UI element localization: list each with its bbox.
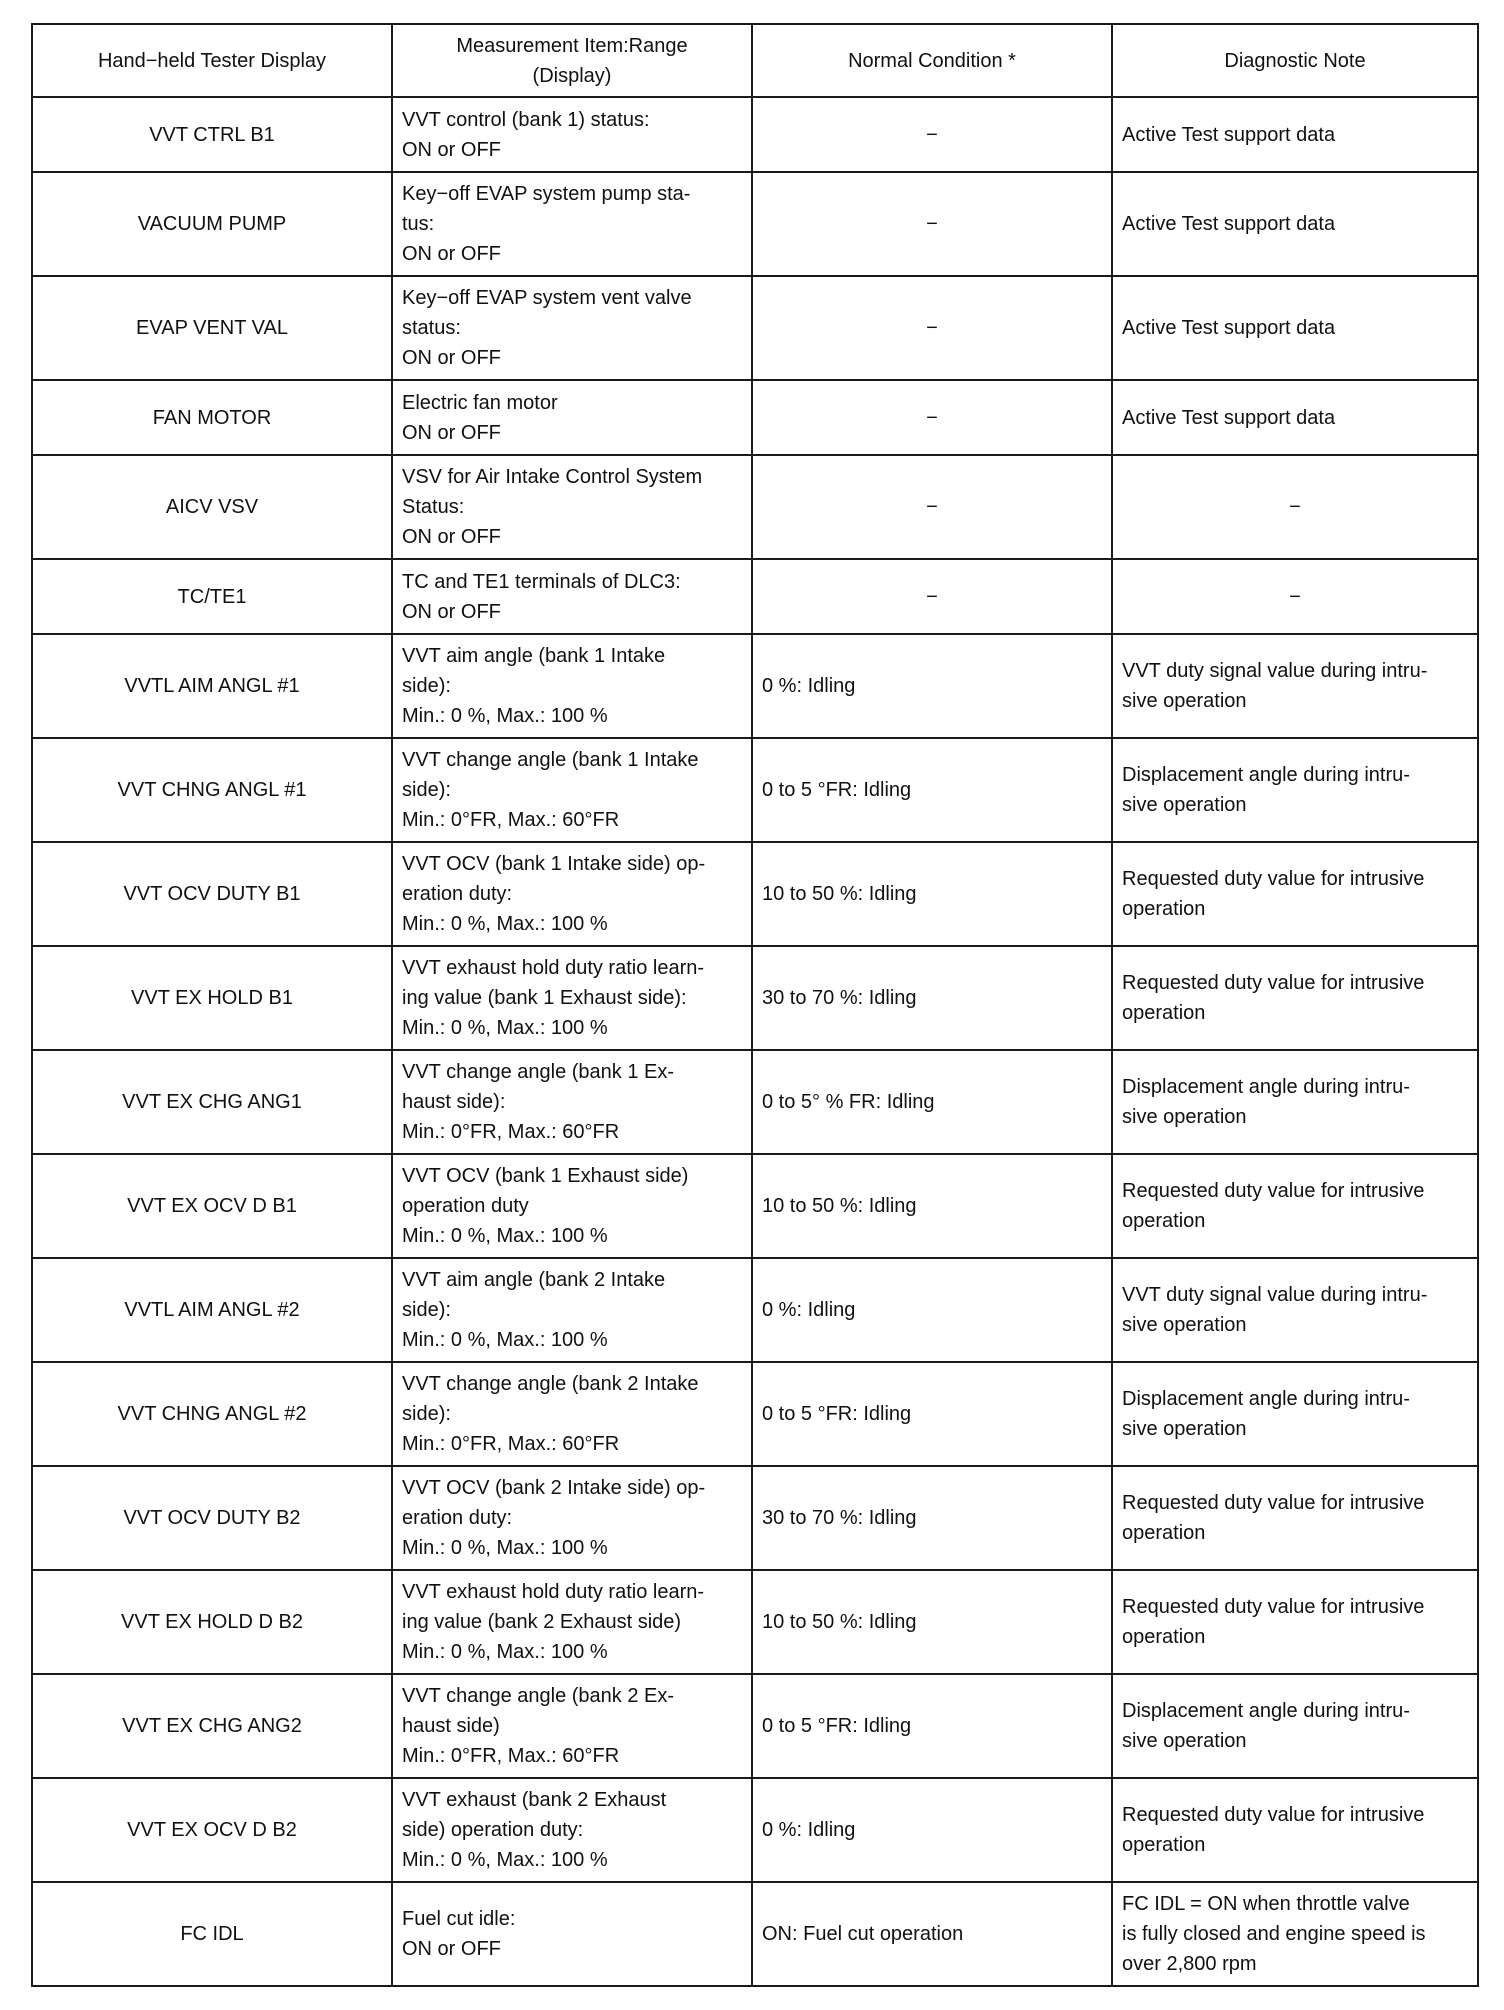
- cell-measurement-item: VVT exhaust hold duty ratio learn- ing value (bank 1 Exhaust side): Min.: 0 %, Max.: 100 %: [392, 946, 752, 1050]
- cell-tester-display: VVT CHNG ANGL #2: [32, 1362, 392, 1466]
- table-row: [32, 1674, 1478, 1778]
- cell-diagnostic-note: VVT duty signal value during intru- sive operation: [1112, 1258, 1478, 1362]
- cell-normal-condition: −: [752, 455, 1112, 559]
- cell-tester-display: VVT CTRL B1: [32, 97, 392, 172]
- cell-normal-condition: 0 %: Idling: [752, 1778, 1112, 1882]
- cell-measurement-item: VVT control (bank 1) status: ON or OFF: [392, 97, 752, 172]
- cell-normal-condition: 0 %: Idling: [752, 1258, 1112, 1362]
- cell-normal-condition: 0 to 5 °FR: Idling: [752, 1674, 1112, 1778]
- cell-measurement-item: Key−off EVAP system pump sta- tus: ON or OFF: [392, 172, 752, 276]
- cell-tester-display: VVT EX OCV D B1: [32, 1154, 392, 1258]
- cell-diagnostic-note: FC IDL = ON when throttle valve is fully closed and engine speed is over 2,800 rpm: [1112, 1882, 1478, 1986]
- cell-tester-display: EVAP VENT VAL: [32, 276, 392, 380]
- cell-measurement-item: VVT change angle (bank 1 Ex- haust side): Min.: 0°FR, Max.: 60°FR: [392, 1050, 752, 1154]
- cell-normal-condition: 0 to 5 °FR: Idling: [752, 738, 1112, 842]
- cell-measurement-item: VSV for Air Intake Control System Status: ON or OFF: [392, 455, 752, 559]
- cell-measurement-item: VVT exhaust (bank 2 Exhaust side) operation duty: Min.: 0 %, Max.: 100 %: [392, 1778, 752, 1882]
- cell-diagnostic-note: Requested duty value for intrusive operation: [1112, 842, 1478, 946]
- cell-diagnostic-note: −: [1112, 559, 1478, 634]
- table-row: [32, 97, 1478, 172]
- cell-diagnostic-note: Displacement angle during intru- sive operation: [1112, 1050, 1478, 1154]
- cell-measurement-item: Fuel cut idle: ON or OFF: [392, 1882, 752, 1986]
- cell-diagnostic-note: Requested duty value for intrusive operation: [1112, 1154, 1478, 1258]
- cell-measurement-item: Electric fan motor ON or OFF: [392, 380, 752, 455]
- cell-tester-display: VVT CHNG ANGL #1: [32, 738, 392, 842]
- cell-diagnostic-note: Active Test support data: [1112, 97, 1478, 172]
- cell-normal-condition: 30 to 70 %: Idling: [752, 946, 1112, 1050]
- cell-diagnostic-note: Requested duty value for intrusive operation: [1112, 1570, 1478, 1674]
- table-row: [32, 1466, 1478, 1570]
- table-row: [32, 172, 1478, 276]
- data-list-table: [31, 23, 1479, 1987]
- cell-normal-condition: 0 to 5 °FR: Idling: [752, 1362, 1112, 1466]
- cell-normal-condition: 0 to 5° % FR: Idling: [752, 1050, 1112, 1154]
- cell-normal-condition: 30 to 70 %: Idling: [752, 1466, 1112, 1570]
- cell-normal-condition: −: [752, 97, 1112, 172]
- cell-tester-display: VVT EX OCV D B2: [32, 1778, 392, 1882]
- cell-tester-display: VVT OCV DUTY B2: [32, 1466, 392, 1570]
- table-row: [32, 1050, 1478, 1154]
- cell-tester-display: VVT EX HOLD B1: [32, 946, 392, 1050]
- cell-tester-display: VVTL AIM ANGL #2: [32, 1258, 392, 1362]
- cell-normal-condition: 10 to 50 %: Idling: [752, 1154, 1112, 1258]
- header-diagnostic-note: Diagnostic Note: [1112, 24, 1478, 97]
- table-row: [32, 380, 1478, 455]
- table-row: [32, 634, 1478, 738]
- table-row: [32, 738, 1478, 842]
- cell-tester-display: VACUUM PUMP: [32, 172, 392, 276]
- cell-measurement-item: VVT change angle (bank 1 Intake side): Min.: 0°FR, Max.: 60°FR: [392, 738, 752, 842]
- table-row: [32, 1258, 1478, 1362]
- cell-diagnostic-note: Requested duty value for intrusive operation: [1112, 946, 1478, 1050]
- cell-normal-condition: −: [752, 172, 1112, 276]
- cell-normal-condition: 10 to 50 %: Idling: [752, 842, 1112, 946]
- table-row: [32, 1362, 1478, 1466]
- cell-tester-display: VVT EX CHG ANG1: [32, 1050, 392, 1154]
- table-row: [32, 559, 1478, 634]
- cell-normal-condition: −: [752, 276, 1112, 380]
- table-header-row: [32, 24, 1478, 97]
- cell-tester-display: FC IDL: [32, 1882, 392, 1986]
- table-row: [32, 455, 1478, 559]
- cell-measurement-item: VVT aim angle (bank 1 Intake side): Min.: 0 %, Max.: 100 %: [392, 634, 752, 738]
- cell-tester-display: AICV VSV: [32, 455, 392, 559]
- cell-tester-display: VVT EX HOLD D B2: [32, 1570, 392, 1674]
- cell-normal-condition: 10 to 50 %: Idling: [752, 1570, 1112, 1674]
- table-row: [32, 1154, 1478, 1258]
- cell-tester-display: FAN MOTOR: [32, 380, 392, 455]
- table-row: [32, 276, 1478, 380]
- header-normal-condition: Normal Condition *: [752, 24, 1112, 97]
- table-row: [32, 946, 1478, 1050]
- table-row: [32, 1778, 1478, 1882]
- cell-diagnostic-note: VVT duty signal value during intru- sive operation: [1112, 634, 1478, 738]
- cell-diagnostic-note: −: [1112, 455, 1478, 559]
- cell-normal-condition: −: [752, 380, 1112, 455]
- cell-diagnostic-note: Displacement angle during intru- sive operation: [1112, 1362, 1478, 1466]
- cell-measurement-item: TC and TE1 terminals of DLC3: ON or OFF: [392, 559, 752, 634]
- cell-measurement-item: VVT aim angle (bank 2 Intake side): Min.: 0 %, Max.: 100 %: [392, 1258, 752, 1362]
- cell-diagnostic-note: Displacement angle during intru- sive operation: [1112, 1674, 1478, 1778]
- cell-tester-display: TC/TE1: [32, 559, 392, 634]
- cell-measurement-item: VVT change angle (bank 2 Intake side): Min.: 0°FR, Max.: 60°FR: [392, 1362, 752, 1466]
- table-row: [32, 842, 1478, 946]
- table-row: [32, 1882, 1478, 1986]
- cell-tester-display: VVT OCV DUTY B1: [32, 842, 392, 946]
- cell-diagnostic-note: Active Test support data: [1112, 380, 1478, 455]
- header-measurement-item-range: Measurement Item:Range (Display): [392, 24, 752, 97]
- cell-measurement-item: VVT change angle (bank 2 Ex- haust side) Min.: 0°FR, Max.: 60°FR: [392, 1674, 752, 1778]
- cell-normal-condition: 0 %: Idling: [752, 634, 1112, 738]
- data-list-table-container: [31, 23, 1477, 1987]
- cell-normal-condition: −: [752, 559, 1112, 634]
- cell-measurement-item: VVT OCV (bank 1 Intake side) op- eration duty: Min.: 0 %, Max.: 100 %: [392, 842, 752, 946]
- cell-diagnostic-note: Requested duty value for intrusive operation: [1112, 1778, 1478, 1882]
- cell-diagnostic-note: Requested duty value for intrusive operation: [1112, 1466, 1478, 1570]
- cell-tester-display: VVT EX CHG ANG2: [32, 1674, 392, 1778]
- cell-normal-condition: ON: Fuel cut operation: [752, 1882, 1112, 1986]
- cell-measurement-item: VVT OCV (bank 1 Exhaust side) operation duty Min.: 0 %, Max.: 100 %: [392, 1154, 752, 1258]
- cell-diagnostic-note: Active Test support data: [1112, 276, 1478, 380]
- cell-measurement-item: Key−off EVAP system vent valve status: ON or OFF: [392, 276, 752, 380]
- cell-diagnostic-note: Active Test support data: [1112, 172, 1478, 276]
- cell-tester-display: VVTL AIM ANGL #1: [32, 634, 392, 738]
- cell-measurement-item: VVT exhaust hold duty ratio learn- ing value (bank 2 Exhaust side) Min.: 0 %, Max.: 100 %: [392, 1570, 752, 1674]
- table-row: [32, 1570, 1478, 1674]
- cell-measurement-item: VVT OCV (bank 2 Intake side) op- eration duty: Min.: 0 %, Max.: 100 %: [392, 1466, 752, 1570]
- cell-diagnostic-note: Displacement angle during intru- sive operation: [1112, 738, 1478, 842]
- header-hand-held-tester-display: Hand−held Tester Display: [32, 24, 392, 97]
